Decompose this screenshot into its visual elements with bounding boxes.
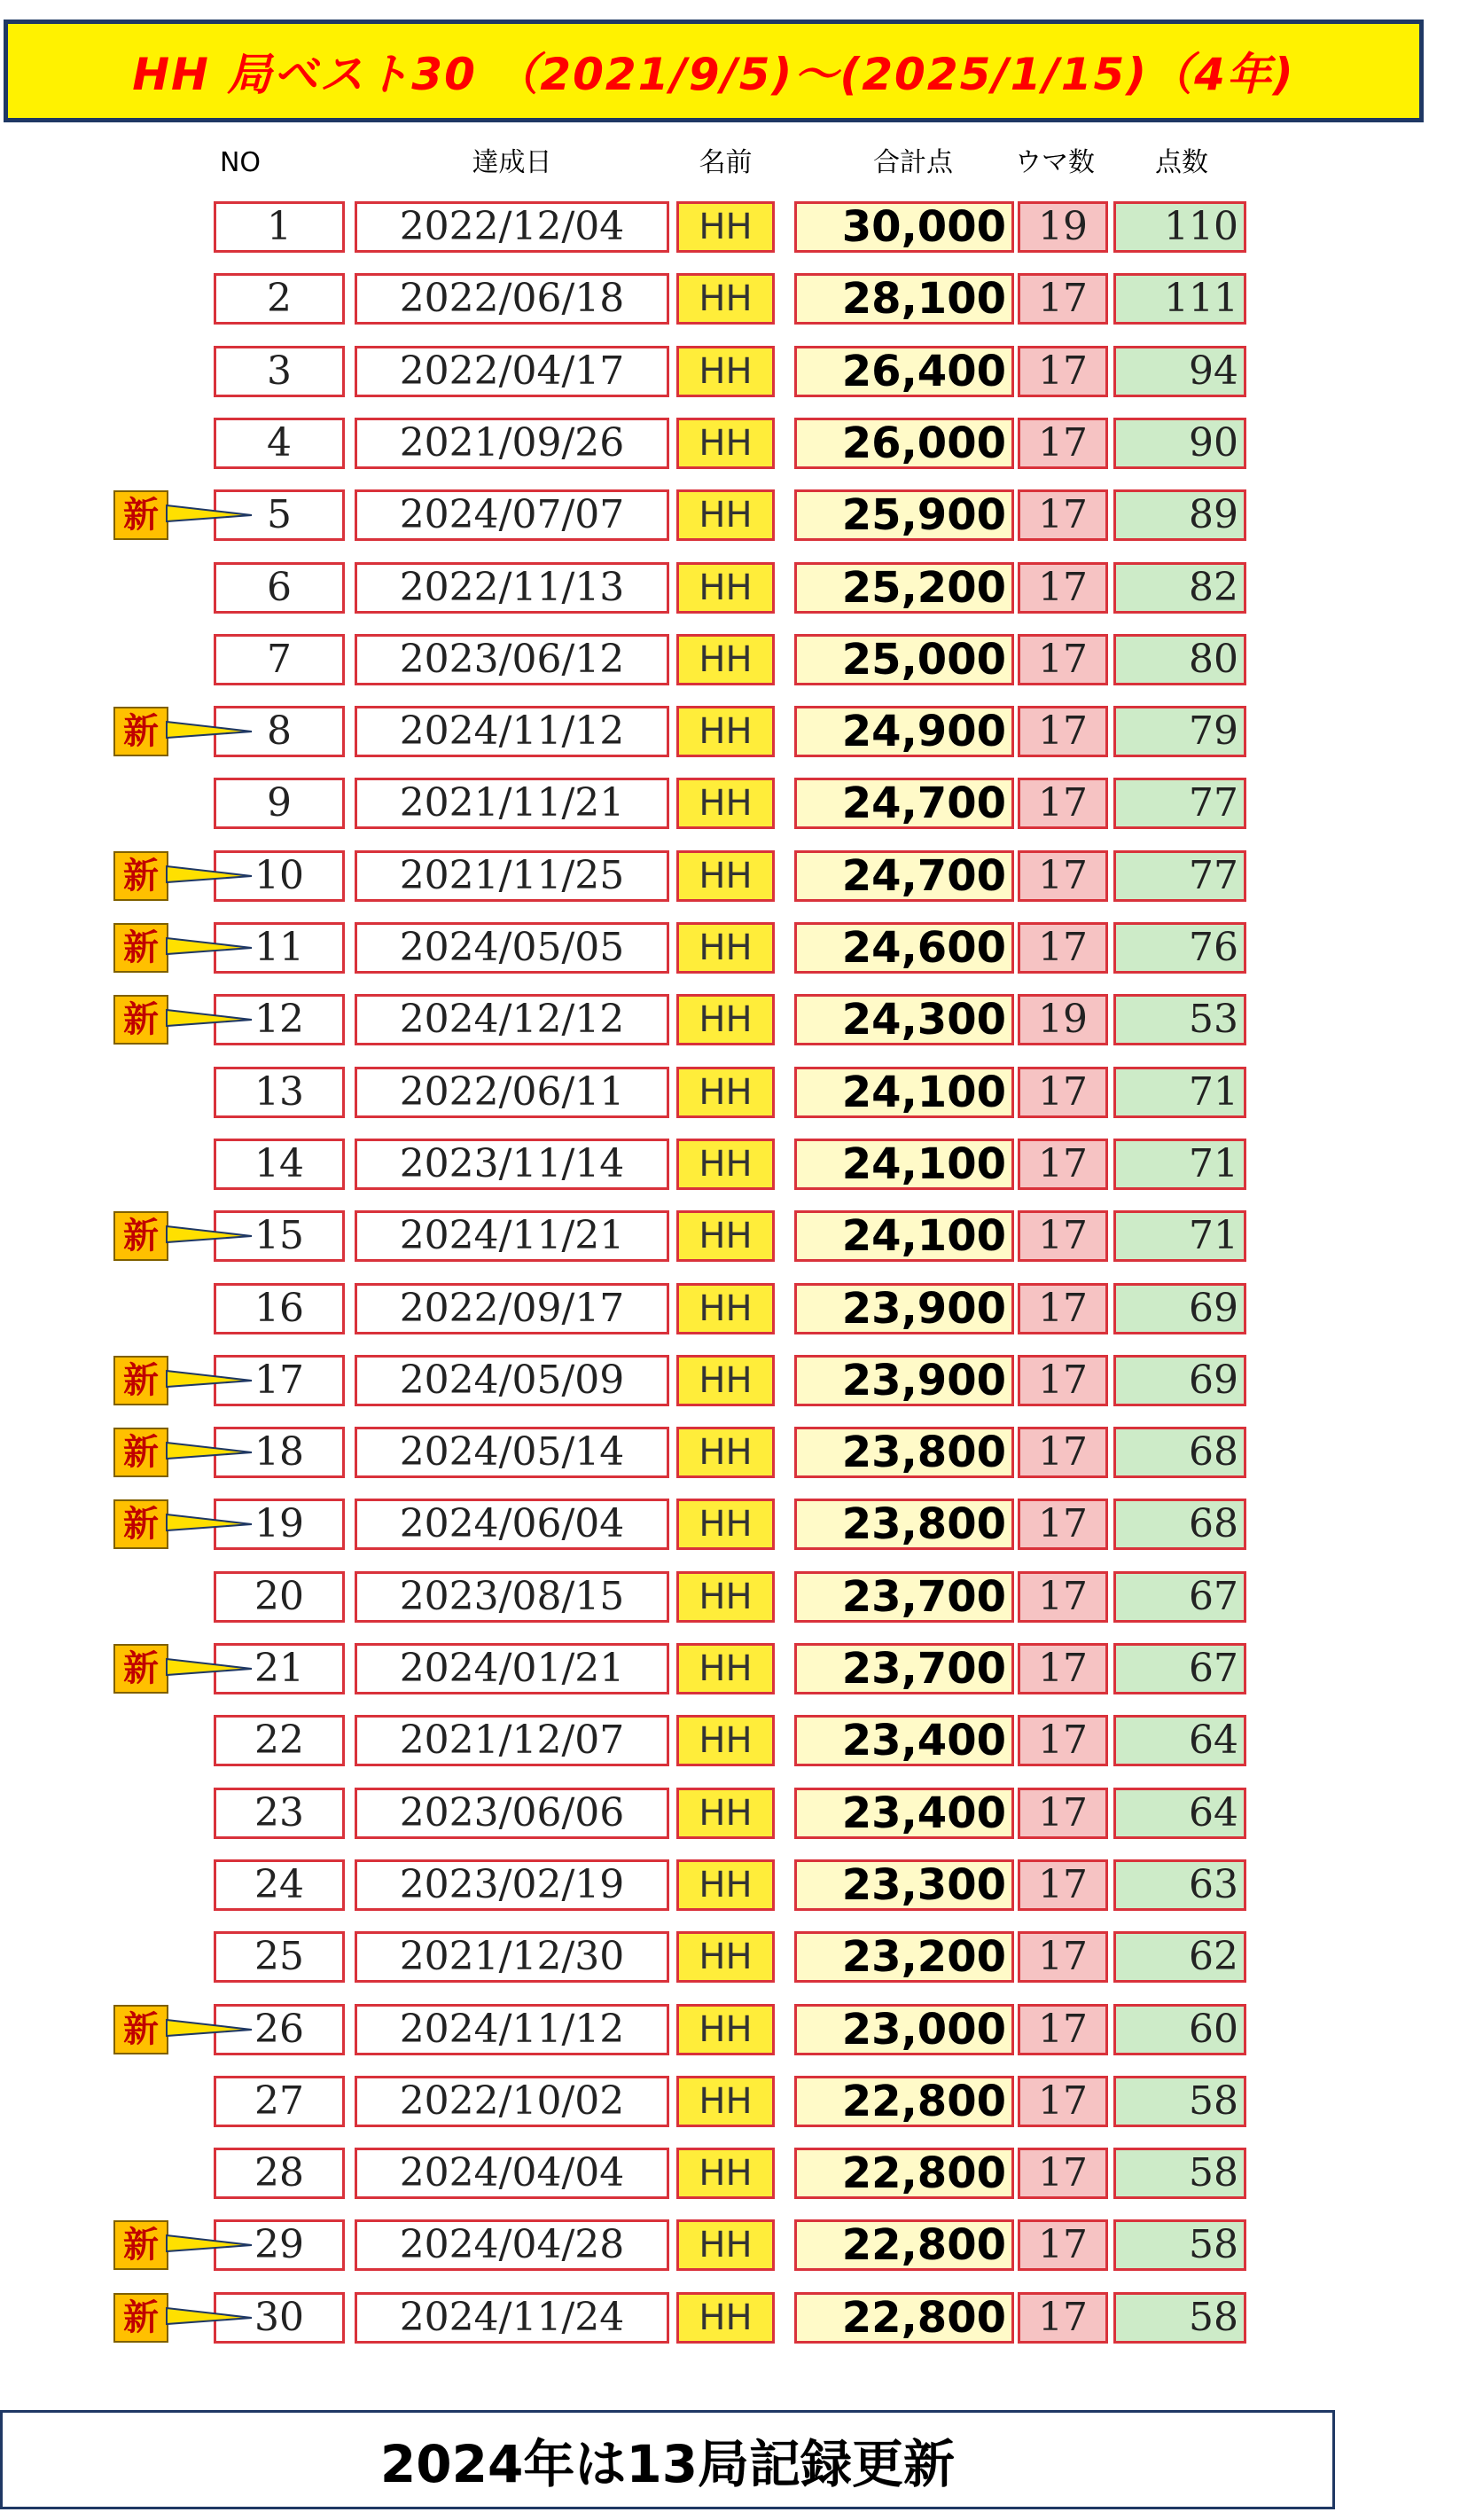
total-cell: 22,800 <box>794 2076 1014 2127</box>
name-cell: HH <box>676 1499 775 1550</box>
callout-pointer-icon <box>167 1367 255 1394</box>
rank-cell: 16 <box>214 1283 345 1334</box>
uma-cell: 17 <box>1018 850 1108 902</box>
date-cell: 2022/12/04 <box>355 201 669 253</box>
total-cell: 25,900 <box>794 489 1014 541</box>
header-points: 点数 <box>1155 147 1208 178</box>
total-cell: 23,400 <box>794 1788 1014 1839</box>
date-cell: 2023/06/06 <box>355 1788 669 1839</box>
uma-cell: 17 <box>1018 922 1108 974</box>
rank-cell: 26 <box>214 2004 345 2055</box>
uma-cell: 17 <box>1018 2076 1108 2127</box>
uma-cell: 17 <box>1018 273 1108 325</box>
header-total: 合計点 <box>873 147 953 178</box>
uma-cell: 17 <box>1018 1210 1108 1262</box>
uma-cell: 17 <box>1018 634 1108 685</box>
uma-cell: 17 <box>1018 1499 1108 1550</box>
name-cell: HH <box>676 1788 775 1839</box>
new-record-badge: 新 <box>113 1356 168 1405</box>
total-cell: 23,200 <box>794 1931 1014 1983</box>
total-cell: 24,100 <box>794 1210 1014 1262</box>
date-cell: 2021/09/26 <box>355 418 669 469</box>
total-cell: 24,300 <box>794 994 1014 1045</box>
rank-cell: 22 <box>214 1715 345 1766</box>
rank-cell: 15 <box>214 1210 345 1262</box>
name-cell: HH <box>676 1859 775 1911</box>
points-cell: 62 <box>1113 1931 1246 1983</box>
total-cell: 23,300 <box>794 1859 1014 1911</box>
points-cell: 64 <box>1113 1715 1246 1766</box>
total-cell: 23,700 <box>794 1571 1014 1623</box>
rank-cell: 17 <box>214 1355 345 1406</box>
callout-pointer-icon <box>167 2232 255 2258</box>
name-cell: HH <box>676 418 775 469</box>
rank-cell: 25 <box>214 1931 345 1983</box>
date-cell: 2024/11/24 <box>355 2292 669 2344</box>
date-cell: 2023/06/12 <box>355 634 669 685</box>
date-cell: 2024/04/04 <box>355 2148 669 2199</box>
total-cell: 25,200 <box>794 562 1014 614</box>
new-record-badge: 新 <box>113 1644 168 1694</box>
uma-cell: 17 <box>1018 1859 1108 1911</box>
uma-cell: 17 <box>1018 489 1108 541</box>
points-cell: 64 <box>1113 1788 1246 1839</box>
new-record-badge: 新 <box>113 995 168 1045</box>
title-banner <box>4 20 1424 122</box>
points-cell: 79 <box>1113 706 1246 757</box>
total-cell: 24,100 <box>794 1067 1014 1118</box>
points-cell: 69 <box>1113 1355 1246 1406</box>
rank-cell: 12 <box>214 994 345 1045</box>
rank-cell: 20 <box>214 1571 345 1623</box>
name-cell: HH <box>676 634 775 685</box>
new-record-badge: 新 <box>113 2220 168 2270</box>
name-cell: HH <box>676 273 775 325</box>
points-cell: 71 <box>1113 1139 1246 1190</box>
uma-cell: 17 <box>1018 706 1108 757</box>
date-cell: 2021/11/21 <box>355 778 669 829</box>
rank-cell: 10 <box>214 850 345 902</box>
points-cell: 77 <box>1113 850 1246 902</box>
name-cell: HH <box>676 922 775 974</box>
callout-pointer-icon <box>167 863 255 889</box>
points-cell: 58 <box>1113 2148 1246 2199</box>
date-cell: 2024/11/12 <box>355 2004 669 2055</box>
points-cell: 76 <box>1113 922 1246 974</box>
rank-cell: 4 <box>214 418 345 469</box>
total-cell: 26,400 <box>794 346 1014 397</box>
total-cell: 23,800 <box>794 1427 1014 1478</box>
total-cell: 30,000 <box>794 201 1014 253</box>
points-cell: 67 <box>1113 1643 1246 1694</box>
name-cell: HH <box>676 2292 775 2344</box>
name-cell: HH <box>676 778 775 829</box>
name-cell: HH <box>676 2004 775 2055</box>
name-cell: HH <box>676 1571 775 1623</box>
points-cell: 63 <box>1113 1859 1246 1911</box>
uma-cell: 17 <box>1018 1355 1108 1406</box>
callout-pointer-icon <box>167 502 255 528</box>
rank-cell: 5 <box>214 489 345 541</box>
rank-cell: 18 <box>214 1427 345 1478</box>
rank-cell: 11 <box>214 922 345 974</box>
points-cell: 67 <box>1113 1571 1246 1623</box>
date-cell: 2024/12/12 <box>355 994 669 1045</box>
new-record-badge: 新 <box>113 490 168 540</box>
date-cell: 2022/10/02 <box>355 2076 669 2127</box>
rank-cell: 27 <box>214 2076 345 2127</box>
points-cell: 53 <box>1113 994 1246 1045</box>
rank-cell: 3 <box>214 346 345 397</box>
header-name: 名前 <box>699 147 753 178</box>
date-cell: 2024/04/28 <box>355 2219 669 2271</box>
rank-cell: 28 <box>214 2148 345 2199</box>
date-cell: 2023/02/19 <box>355 1859 669 1911</box>
name-cell: HH <box>676 1283 775 1334</box>
name-cell: HH <box>676 994 775 1045</box>
callout-pointer-icon <box>167 1511 255 1538</box>
new-record-badge: 新 <box>113 851 168 901</box>
date-cell: 2021/12/30 <box>355 1931 669 1983</box>
uma-cell: 17 <box>1018 562 1108 614</box>
total-cell: 23,700 <box>794 1643 1014 1694</box>
name-cell: HH <box>676 2076 775 2127</box>
total-cell: 23,800 <box>794 1499 1014 1550</box>
header-no: NO <box>219 147 262 178</box>
date-cell: 2022/04/17 <box>355 346 669 397</box>
rank-cell: 6 <box>214 562 345 614</box>
total-cell: 25,000 <box>794 634 1014 685</box>
total-cell: 23,400 <box>794 1715 1014 1766</box>
points-cell: 71 <box>1113 1067 1246 1118</box>
points-cell: 80 <box>1113 634 1246 685</box>
rank-cell: 30 <box>214 2292 345 2344</box>
rank-cell: 7 <box>214 634 345 685</box>
points-cell: 58 <box>1113 2076 1246 2127</box>
total-cell: 23,000 <box>794 2004 1014 2055</box>
total-cell: 24,100 <box>794 1139 1014 1190</box>
header-date: 達成日 <box>472 147 552 178</box>
uma-cell: 17 <box>1018 418 1108 469</box>
date-cell: 2022/06/18 <box>355 273 669 325</box>
name-cell: HH <box>676 2148 775 2199</box>
uma-cell: 17 <box>1018 1643 1108 1694</box>
name-cell: HH <box>676 706 775 757</box>
callout-pointer-icon <box>167 1006 255 1033</box>
total-cell: 26,000 <box>794 418 1014 469</box>
uma-cell: 17 <box>1018 778 1108 829</box>
name-cell: HH <box>676 562 775 614</box>
points-cell: 89 <box>1113 489 1246 541</box>
rank-cell: 1 <box>214 201 345 253</box>
page-title: HH 局ベスト30 （2021/9/5)～(2025/1/15)（4年) <box>132 49 1295 100</box>
date-cell: 2024/01/21 <box>355 1643 669 1694</box>
uma-cell: 17 <box>1018 1139 1108 1190</box>
total-cell: 24,700 <box>794 850 1014 902</box>
uma-cell: 17 <box>1018 1571 1108 1623</box>
rank-cell: 29 <box>214 2219 345 2271</box>
new-record-badge: 新 <box>113 1211 168 1261</box>
rank-cell: 13 <box>214 1067 345 1118</box>
footer-banner <box>0 2410 1335 2509</box>
uma-cell: 17 <box>1018 2292 1108 2344</box>
uma-cell: 17 <box>1018 1283 1108 1334</box>
name-cell: HH <box>676 1355 775 1406</box>
total-cell: 24,700 <box>794 778 1014 829</box>
date-cell: 2023/11/14 <box>355 1139 669 1190</box>
name-cell: HH <box>676 1139 775 1190</box>
date-cell: 2024/05/14 <box>355 1427 669 1478</box>
new-record-badge: 新 <box>113 923 168 973</box>
name-cell: HH <box>676 489 775 541</box>
rank-cell: 23 <box>214 1788 345 1839</box>
uma-cell: 17 <box>1018 2148 1108 2199</box>
points-cell: 58 <box>1113 2292 1246 2344</box>
date-cell: 2022/06/11 <box>355 1067 669 1118</box>
total-cell: 23,900 <box>794 1355 1014 1406</box>
points-cell: 58 <box>1113 2219 1246 2271</box>
new-record-badge: 新 <box>113 2005 168 2054</box>
uma-cell: 17 <box>1018 2004 1108 2055</box>
callout-pointer-icon <box>167 1439 255 1466</box>
points-cell: 60 <box>1113 2004 1246 2055</box>
total-cell: 28,100 <box>794 273 1014 325</box>
rank-cell: 19 <box>214 1499 345 1550</box>
date-cell: 2024/05/09 <box>355 1355 669 1406</box>
points-cell: 68 <box>1113 1427 1246 1478</box>
new-record-badge: 新 <box>113 707 168 756</box>
uma-cell: 17 <box>1018 1788 1108 1839</box>
date-cell: 2022/09/17 <box>355 1283 669 1334</box>
total-cell: 22,800 <box>794 2219 1014 2271</box>
uma-cell: 17 <box>1018 1931 1108 1983</box>
rank-cell: 14 <box>214 1139 345 1190</box>
rank-cell: 2 <box>214 273 345 325</box>
date-cell: 2024/11/21 <box>355 1210 669 1262</box>
footer-text: 2024年は13局記録更新 <box>379 2434 956 2494</box>
date-cell: 2021/12/07 <box>355 1715 669 1766</box>
new-record-badge: 新 <box>113 2293 168 2343</box>
name-cell: HH <box>676 346 775 397</box>
name-cell: HH <box>676 1931 775 1983</box>
callout-pointer-icon <box>167 1223 255 1249</box>
points-cell: 71 <box>1113 1210 1246 1262</box>
name-cell: HH <box>676 201 775 253</box>
rank-cell: 8 <box>214 706 345 757</box>
points-cell: 69 <box>1113 1283 1246 1334</box>
new-record-badge: 新 <box>113 1499 168 1549</box>
callout-pointer-icon <box>167 2305 255 2331</box>
name-cell: HH <box>676 1643 775 1694</box>
date-cell: 2021/11/25 <box>355 850 669 902</box>
name-cell: HH <box>676 2219 775 2271</box>
name-cell: HH <box>676 1067 775 1118</box>
uma-cell: 17 <box>1018 346 1108 397</box>
date-cell: 2023/08/15 <box>355 1571 669 1623</box>
callout-pointer-icon <box>167 1655 255 1682</box>
total-cell: 22,800 <box>794 2292 1014 2344</box>
callout-pointer-icon <box>167 935 255 961</box>
points-cell: 90 <box>1113 418 1246 469</box>
total-cell: 22,800 <box>794 2148 1014 2199</box>
name-cell: HH <box>676 850 775 902</box>
points-cell: 111 <box>1113 273 1246 325</box>
rank-cell: 21 <box>214 1643 345 1694</box>
uma-cell: 19 <box>1018 201 1108 253</box>
points-cell: 110 <box>1113 201 1246 253</box>
rank-cell: 24 <box>214 1859 345 1911</box>
date-cell: 2024/05/05 <box>355 922 669 974</box>
uma-cell: 17 <box>1018 1427 1108 1478</box>
uma-cell: 19 <box>1018 994 1108 1045</box>
points-cell: 82 <box>1113 562 1246 614</box>
uma-cell: 17 <box>1018 1715 1108 1766</box>
callout-pointer-icon <box>167 2016 255 2043</box>
name-cell: HH <box>676 1715 775 1766</box>
total-cell: 24,900 <box>794 706 1014 757</box>
uma-cell: 17 <box>1018 1067 1108 1118</box>
total-cell: 23,900 <box>794 1283 1014 1334</box>
total-cell: 24,600 <box>794 922 1014 974</box>
callout-pointer-icon <box>167 718 255 745</box>
new-record-badge: 新 <box>113 1428 168 1477</box>
points-cell: 94 <box>1113 346 1246 397</box>
points-cell: 68 <box>1113 1499 1246 1550</box>
name-cell: HH <box>676 1427 775 1478</box>
date-cell: 2024/11/12 <box>355 706 669 757</box>
date-cell: 2024/07/07 <box>355 489 669 541</box>
rank-cell: 9 <box>214 778 345 829</box>
date-cell: 2022/11/13 <box>355 562 669 614</box>
name-cell: HH <box>676 1210 775 1262</box>
header-uma: ウマ数 <box>1015 147 1095 178</box>
points-cell: 77 <box>1113 778 1246 829</box>
date-cell: 2024/06/04 <box>355 1499 669 1550</box>
uma-cell: 17 <box>1018 2219 1108 2271</box>
